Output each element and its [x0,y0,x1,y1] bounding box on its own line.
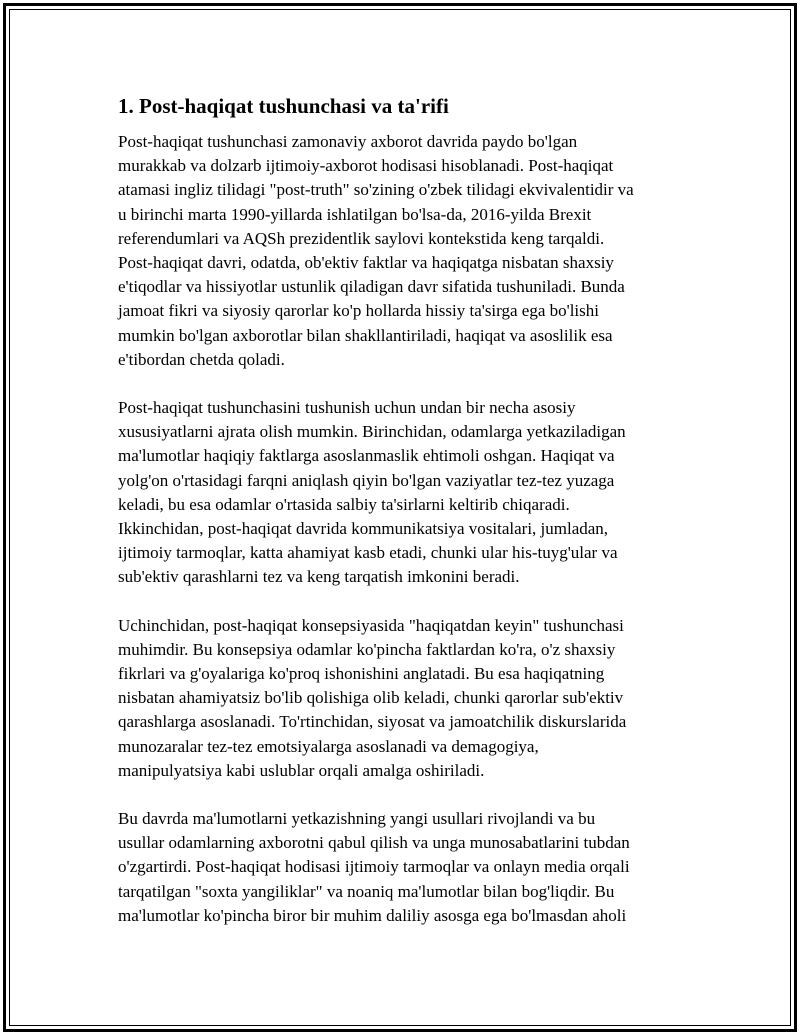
text-line: qarashlarga asoslanadi. To'rtinchidan, siyosat va jamoatchilik diskurslarida [118,712,627,732]
text-line: Post-haqiqat davri, odatda, ob'ektiv faktlar va haqiqatga nisbatan shaxsiy [118,253,614,273]
text-line: o'zgartirdi. Post-haqiqat hodisasi ijtimoiy tarmoqlar va onlayn media orqali [118,857,630,877]
text-line: referendumlari va AQSh prezidentlik saylovi kontekstida keng tarqaldi. [118,228,605,248]
text-line: ma'lumotlar ko'pincha biror bir muhim daliliy asosga ega bo'lmasdan aholi [118,905,627,925]
text-line: nisbatan ahamiyatsiz bo'lib qolishiga olib keladi, chunki qarorlar sub'ektiv [118,688,624,708]
text-line: atamasi ingliz tilidagi "post-truth" so'zining o'zbek tilidagi ekvivalentidir va [118,180,634,200]
text-line: usullar odamlarning axborotni qabul qilish va unga munosabatlarini tubdan [118,833,630,853]
text-line: xususiyatlarni ajrata olish mumkin. Birinchidan, odamlarga yetkaziladigan [118,422,626,442]
paragraph-4 [118,807,678,928]
paragraphs-container [118,130,678,928]
text-line: fikrlari va g'oyalariga ko'proq ishonishini anglatadi. Bu esa haqiqatning [118,664,605,684]
text-line: Bu davrda ma'lumotlarni yetkazishning yangi usullari rivojlandi va bu [118,809,596,829]
document-body [118,92,678,952]
text-line: yolg'on o'rtasidagi farqni aniqlash qiyin bo'lgan vaziyatlar tez-tez yuzaga [118,470,615,490]
paragraph-3 [118,614,678,783]
text-line: sub'ektiv qarashlarni tez va keng tarqatish imkonini beradi. [118,567,520,587]
text-line: muhimdir. Bu konsepsiya odamlar ko'pincha faktlardan ko'ra, o'z shaxsiy [118,639,616,659]
text-line: ijtimoiy tarmoqlar, katta ahamiyat kasb etadi, chunki ular his-tuyg'ular va [118,543,618,563]
text-line: keladi, bu esa odamlar o'rtasida salbiy ta'sirlarni keltirib chiqaradi. [118,494,570,514]
text-line: tarqatilgan "soxta yangiliklar" va noaniq ma'lumotlar bilan bog'liqdir. Bu [118,881,615,901]
text-line: Post-haqiqat tushunchasi zamonaviy axborot davrida paydo bo'lgan [118,132,578,151]
text-line: murakkab va dolzarb ijtimoiy-axborot hodisasi hisoblanadi. Post-haqiqat [118,156,614,176]
text-line: mumkin bo'lgan axborotlar bilan shakllantiriladi, haqiqat va asoslilik esa [118,325,613,345]
text-line: ma'lumotlar haqiqiy faktlarga asoslanmaslik ehtimoli oshgan. Haqiqat va [118,446,615,466]
text-line: e'tibordan chetda qoladi. [118,349,285,369]
section-heading: 1. Post-haqiqat tushunchasi va ta'rifi [118,94,449,118]
text-line: Post-haqiqat tushunchasini tushunish uchun undan bir necha asosiy [118,398,576,418]
text-line: Uchinchidan, post-haqiqat konsepsiyasida "haqiqatdan keyin" tushunchasi [118,615,624,635]
paragraph-1 [118,130,678,372]
text-line: manipulyatsiya kabi uslublar orqali amalga oshiriladi. [118,760,485,780]
text-line: e'tiqodlar va hissiyotlar ustunlik qiladigan davr sifatida tushuniladi. Bunda [118,277,625,297]
text-line: munozaralar tez-tez emotsiyalarga asoslanadi va demagogiya, [118,736,539,756]
text-line: jamoat fikri va siyosiy qarorlar ko'p hollarda hissiy ta'sirga ega bo'lishi [118,301,599,321]
text-line: Ikkinchidan, post-haqiqat davrida kommunikatsiya vositalari, jumladan, [118,519,609,539]
paragraph-2 [118,396,678,590]
text-line: u birinchi marta 1990-yillarda ishlatilgan bo'lsa-da, 2016-yilda Brexit [118,204,592,224]
